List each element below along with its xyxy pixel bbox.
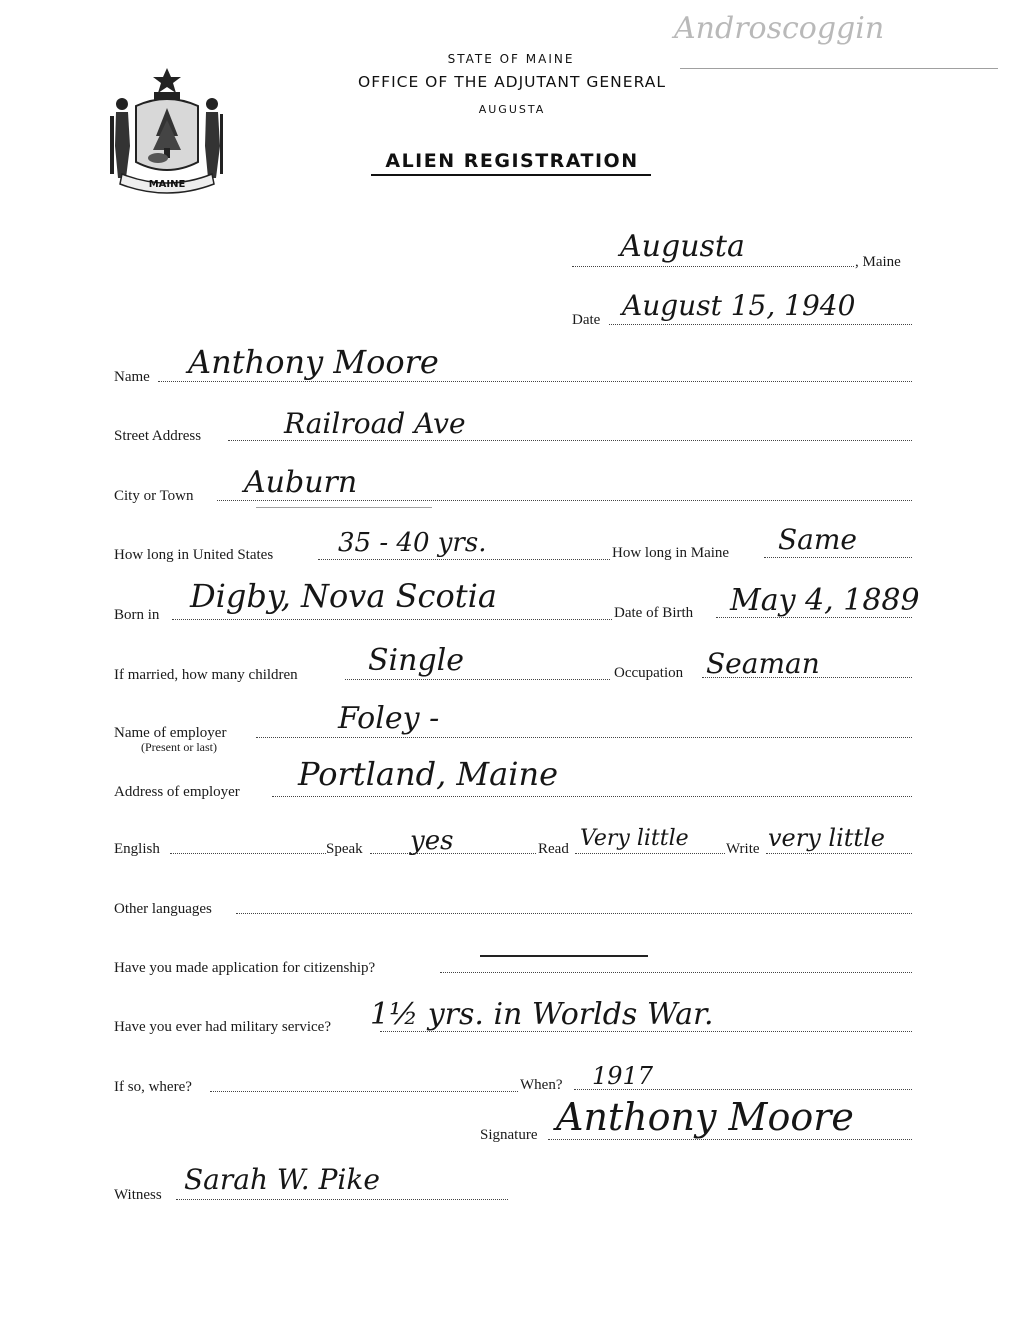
city-value: Auburn <box>244 465 358 500</box>
svg-text:MAINE: MAINE <box>148 179 186 190</box>
children-label: If married, how many children <box>114 667 298 683</box>
when-value: 1917 <box>592 1062 654 1090</box>
name-value: Anthony Moore <box>188 343 439 381</box>
born-in-value: Digby, Nova Scotia <box>190 577 497 615</box>
read-label: Read <box>538 841 569 857</box>
place-value: Augusta <box>620 229 745 264</box>
where-label: If so, where? <box>114 1079 192 1095</box>
date-label: Date <box>572 312 601 328</box>
pencil-county-note: Androscoggin <box>674 11 885 46</box>
military-value: 1½ yrs. in Worlds War. <box>370 997 714 1032</box>
write-label: Write <box>726 841 760 857</box>
signature-label: Signature <box>480 1127 538 1143</box>
speak-label: Speak <box>326 841 363 857</box>
witness-label: Witness <box>114 1187 162 1203</box>
occupation-value: Seaman <box>706 647 820 680</box>
pencil-note-underline <box>680 68 998 69</box>
how-long-us-value: 35 - 40 yrs. <box>338 528 487 558</box>
read-value: Very little <box>580 826 689 851</box>
how-long-maine-label: How long in Maine <box>612 545 730 561</box>
employer-sublabel: (Present or last) <box>141 740 217 754</box>
english-label: English <box>114 841 160 857</box>
write-value: very little <box>768 824 885 852</box>
how-long-maine-value: Same <box>778 523 857 556</box>
employer-address-label: Address of employer <box>114 784 240 800</box>
street-address-label: Street Address <box>114 428 202 444</box>
how-long-us-label: How long in United States <box>114 547 274 563</box>
office-heading: OFFICE OF THE ADJUTANT GENERAL <box>358 73 666 91</box>
title-underline <box>371 174 651 176</box>
citizenship-dash <box>480 955 648 957</box>
other-languages-label: Other languages <box>114 901 212 917</box>
children-value: Single <box>368 643 465 678</box>
employer-address-value: Portland, Maine <box>298 755 559 793</box>
military-label: Have you ever had military service? <box>114 1019 331 1035</box>
employer-label: Name of employer <box>114 725 227 741</box>
when-label: When? <box>520 1077 563 1093</box>
city-heading: AUGUSTA <box>478 103 546 116</box>
street-address-value: Railroad Ave <box>284 407 466 440</box>
occupation-label: Occupation <box>614 665 684 681</box>
state-heading: STATE OF MAINE <box>447 52 575 66</box>
signature-value: Anthony Moore <box>556 1095 854 1139</box>
witness-value: Sarah W. Pike <box>184 1163 380 1196</box>
date-value: August 15, 1940 <box>622 289 856 322</box>
name-label: Name <box>114 369 150 385</box>
speak-value: yes <box>410 826 454 856</box>
maine-label: , Maine <box>855 254 901 270</box>
date-of-birth-label: Date of Birth <box>614 605 694 621</box>
born-in-label: Born in <box>114 607 160 623</box>
city-label: City or Town <box>114 488 194 504</box>
form-title: ALIEN REGISTRATION <box>385 150 639 172</box>
date-of-birth-value: May 4, 1889 <box>730 583 920 618</box>
citizenship-label: Have you made application for citizenship? <box>114 960 376 976</box>
city-pencil-underline <box>256 507 432 508</box>
employer-value: Foley - <box>338 701 440 736</box>
